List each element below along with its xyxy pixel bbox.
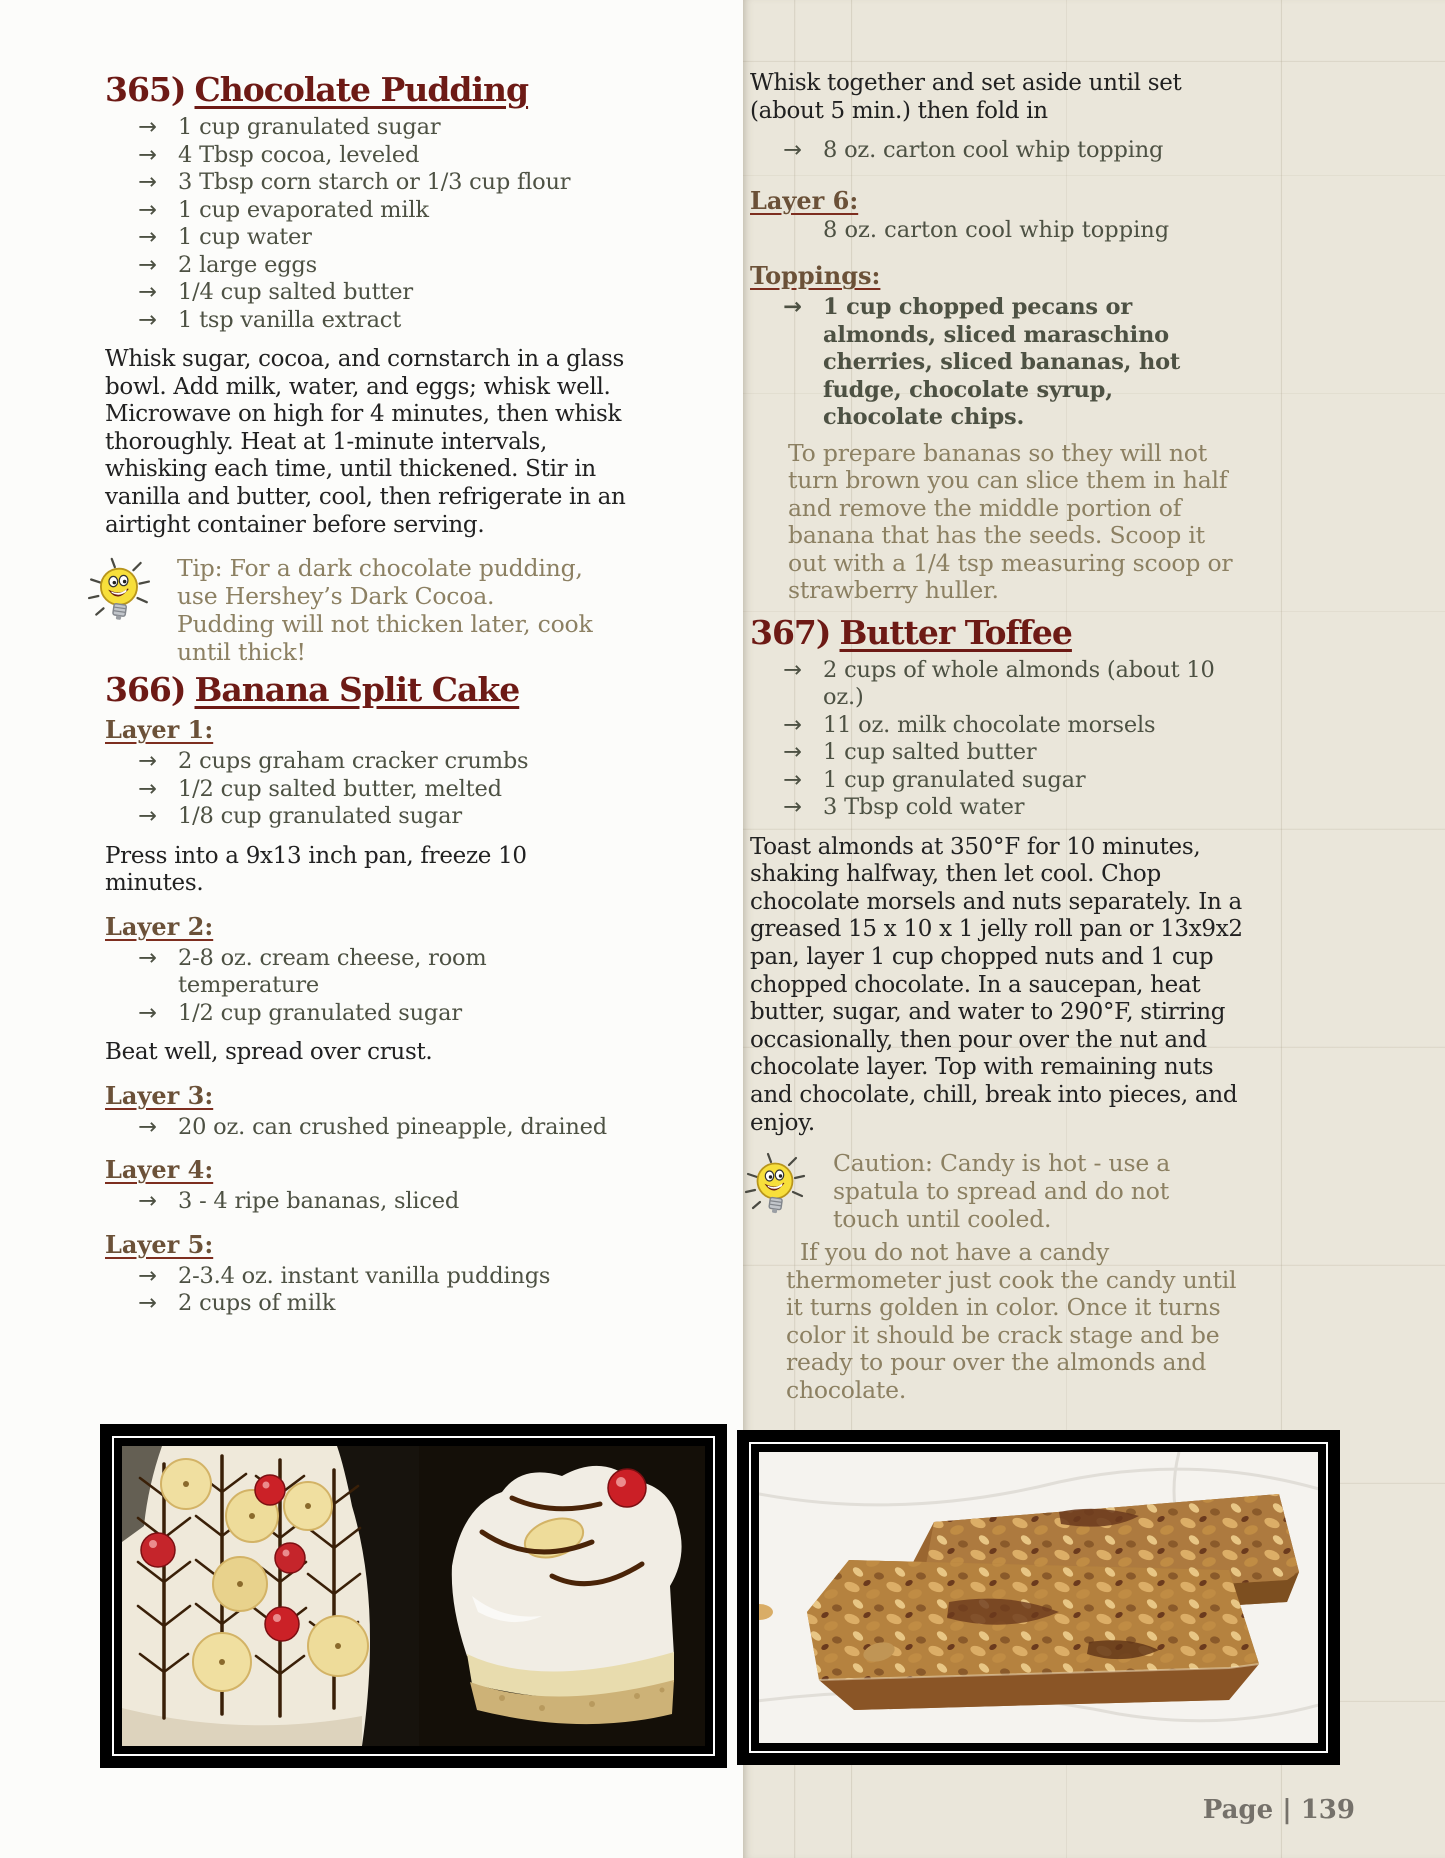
layer-4-heading: Layer 4:	[105, 1155, 214, 1185]
fold-in-list	[750, 137, 1250, 165]
ingredient-item	[750, 657, 1250, 712]
ingredient-text: 1 cup granulated sugar	[823, 766, 1086, 793]
layer-5-list	[105, 1263, 627, 1318]
recipe-366-title	[105, 670, 627, 710]
ingredient-text: 1 tsp vanilla extract	[178, 306, 402, 333]
ingredient-text: 3 Tbsp corn starch or 1/3 cup flour	[178, 169, 571, 195]
arrow-bullet-icon: →	[138, 114, 157, 140]
recipe-367-instructions: Toast almonds at 350°F for 10 minutes, shaking halfway, then let cool. Chop chocolate morsels and nuts separately. In a greased 15 x 10 x 1 jelly roll pan or 13x9x2 pan, layer 1 cup chopped nuts and 1 cup chopped chocolate. In a saucepan, heat butter, sugar, and water to 290°F, stirring occasionally, then pour over the nut and chocolate layer. Top with remaining nuts and chocolate, chill, break into pieces, and enjoy.	[750, 833, 1243, 1136]
thermometer-tip-text: If you do not have a candy thermometer just cook the candy until it turns golden in color. Once it turns color it should be crack stage and be ready to pour over the almonds and chocolate.	[786, 1238, 1237, 1404]
recipe-365-instructions: Whisk sugar, cocoa, and cornstarch in a glass bowl. Add milk, water, and eggs; whisk well. Microwave on high for 4 minutes, then whisk thoroughly. Heat at 1-minute intervals, whisking each time, until thickened. Stir in vanilla and butter, cool, then refrigerate in an airtight container before serving.	[105, 346, 626, 538]
ingredient-item	[105, 1000, 627, 1028]
layer-2-note: Beat well, spread over crust.	[105, 1039, 433, 1066]
tip-text: Tip: For a dark chocolate pudding, use Hershey’s Dark Cocoa. Pudding will not thicken later, cook until thick!	[177, 554, 593, 667]
ingredient-item	[750, 137, 1250, 165]
ingredient-text: 8 oz. carton cool whip topping	[823, 137, 1164, 164]
ingredient-item	[750, 767, 1250, 795]
left-column	[105, 70, 627, 1318]
page-number: Page | 139	[1202, 1795, 1355, 1825]
arrow-bullet-icon: →	[138, 1188, 157, 1215]
ingredient-text: 2-3.4 oz. instant vanilla puddings	[178, 1262, 551, 1289]
ingredient-text: 2-8 oz. cream cheese, room temperature	[178, 944, 487, 999]
arrow-bullet-icon: →	[138, 1113, 157, 1140]
layer-1-note: Press into a 9x13 inch pan, freeze 10 minutes.	[105, 842, 527, 897]
arrow-bullet-icon: →	[138, 169, 157, 195]
ingredient-text: 1/4 cup salted butter	[178, 279, 413, 305]
arrow-bullet-icon: →	[138, 141, 157, 168]
ingredient-item	[105, 803, 627, 831]
recipe-366-name: Banana Split Cake	[194, 670, 520, 710]
ingredient-text: 1 cup salted butter	[823, 739, 1037, 766]
recipe-365-title	[105, 70, 627, 110]
lightbulb-icon	[744, 1149, 810, 1235]
ingredient-text: 11 oz. milk chocolate morsels	[823, 711, 1156, 738]
lightbulb-icon	[87, 554, 157, 642]
butter-toffee-photo	[737, 1430, 1340, 1765]
ingredient-item	[105, 1263, 627, 1291]
recipe-367-title	[750, 613, 1250, 653]
ingredient-item	[105, 142, 627, 170]
layer-1-list	[105, 748, 627, 831]
caution-text: Caution: Candy is hot - use a spatula to spread and do not touch until cooled.	[833, 1149, 1171, 1234]
recipe-367-name: Butter Toffee	[839, 612, 1072, 652]
ingredient-text: 2 cups graham cracker crumbs	[178, 748, 529, 775]
recipe-365-name: Chocolate Pudding	[194, 70, 529, 109]
arrow-bullet-icon: →	[783, 739, 802, 766]
ingredient-item	[105, 1114, 627, 1142]
ingredient-text: 1/8 cup granulated sugar	[178, 803, 462, 830]
ingredient-text: 1 cup granulated sugar	[178, 114, 441, 140]
ingredient-item	[105, 114, 627, 142]
layer-3-list	[105, 1114, 627, 1142]
arrow-bullet-icon: →	[138, 944, 157, 971]
arrow-bullet-icon: →	[138, 196, 157, 223]
banana-split-cake-photo	[100, 1424, 727, 1768]
ingredient-text: 4 Tbsp cocoa, leveled	[178, 141, 420, 168]
toppings-list	[750, 294, 1250, 432]
layer-6-item: 8 oz. carton cool whip topping	[823, 216, 1170, 243]
arrow-bullet-icon: →	[783, 137, 802, 164]
arrow-bullet-icon: →	[138, 306, 157, 333]
arrow-bullet-icon: →	[138, 748, 157, 775]
arrow-bullet-icon: →	[783, 766, 802, 793]
recipe-365-tip	[87, 554, 627, 666]
arrow-bullet-icon: →	[138, 803, 157, 830]
ingredient-item	[105, 776, 627, 804]
recipe-366-continuation: Whisk together and set aside until set (about 5 min.) then fold in	[750, 70, 1182, 124]
ingredient-text: 1 cup evaporated milk	[178, 196, 429, 223]
right-column	[750, 70, 1250, 1404]
ingredient-item	[105, 224, 627, 252]
ingredient-item	[105, 1188, 627, 1216]
ingredient-text: 1 cup water	[178, 224, 312, 250]
ingredient-item	[105, 252, 627, 280]
ingredient-item	[105, 1290, 627, 1318]
arrow-bullet-icon: →	[783, 711, 802, 738]
ingredient-text: 2 cups of milk	[178, 1290, 336, 1317]
ingredient-text: 1/2 cup salted butter, melted	[178, 775, 502, 802]
arrow-bullet-icon: →	[783, 294, 802, 321]
recipe-367-caution	[744, 1149, 1250, 1235]
layer-6-heading: Layer 6:	[750, 185, 859, 215]
layer-2-list	[105, 945, 627, 1028]
ingredient-item	[105, 169, 627, 197]
layer-4-list	[105, 1188, 627, 1216]
arrow-bullet-icon: →	[783, 656, 802, 683]
ingredient-text: 20 oz. can crushed pineapple, drained	[178, 1113, 607, 1140]
ingredient-item	[105, 945, 627, 1000]
recipe-367-ingredient-list	[750, 657, 1250, 822]
toppings-heading: Toppings:	[750, 261, 881, 291]
ingredient-item	[750, 712, 1250, 740]
recipe-366-number: 366)	[105, 670, 186, 710]
layer-1-heading: Layer 1:	[105, 715, 214, 745]
banana-tip-text: To prepare bananas so they will not turn brown you can slice them in half and remove the middle portion of banana that has the seeds. Scoop it out with a 1/4 tsp measuring scoop or strawberry huller.	[788, 438, 1233, 605]
ingredient-item	[105, 748, 627, 776]
layer-5-heading: Layer 5:	[105, 1229, 214, 1259]
ingredient-item	[105, 197, 627, 225]
arrow-bullet-icon: →	[138, 1290, 157, 1317]
ingredient-text: 2 large eggs	[178, 251, 317, 278]
ingredient-text: 1/2 cup granulated sugar	[178, 999, 462, 1026]
ingredient-item	[750, 739, 1250, 767]
recipe-367-number: 367)	[750, 612, 831, 652]
layer-3-heading: Layer 3:	[105, 1080, 214, 1110]
arrow-bullet-icon: →	[138, 775, 157, 802]
arrow-bullet-icon: →	[138, 1262, 157, 1289]
ingredient-text: 3 - 4 ripe bananas, sliced	[178, 1188, 460, 1215]
ingredient-text: 1 cup chopped pecans or almonds, sliced maraschino cherries, sliced bananas, hot fudge, chocolate syrup, chocolate chips.	[823, 294, 1181, 431]
ingredient-item	[105, 279, 627, 307]
arrow-bullet-icon: →	[138, 999, 157, 1026]
arrow-bullet-icon: →	[138, 224, 157, 250]
ingredient-item	[750, 794, 1250, 822]
recipe-365-ingredient-list	[105, 114, 627, 334]
arrow-bullet-icon: →	[138, 251, 157, 278]
arrow-bullet-icon: →	[783, 794, 802, 821]
ingredient-text: 2 cups of whole almonds (about 10 oz.)	[823, 656, 1215, 711]
layer-2-heading: Layer 2:	[105, 911, 214, 941]
recipe-365-number: 365)	[105, 70, 186, 109]
ingredient-text: 3 Tbsp cold water	[823, 794, 1025, 821]
arrow-bullet-icon: →	[138, 279, 157, 305]
ingredient-item	[750, 294, 1250, 432]
ingredient-item	[105, 307, 627, 335]
